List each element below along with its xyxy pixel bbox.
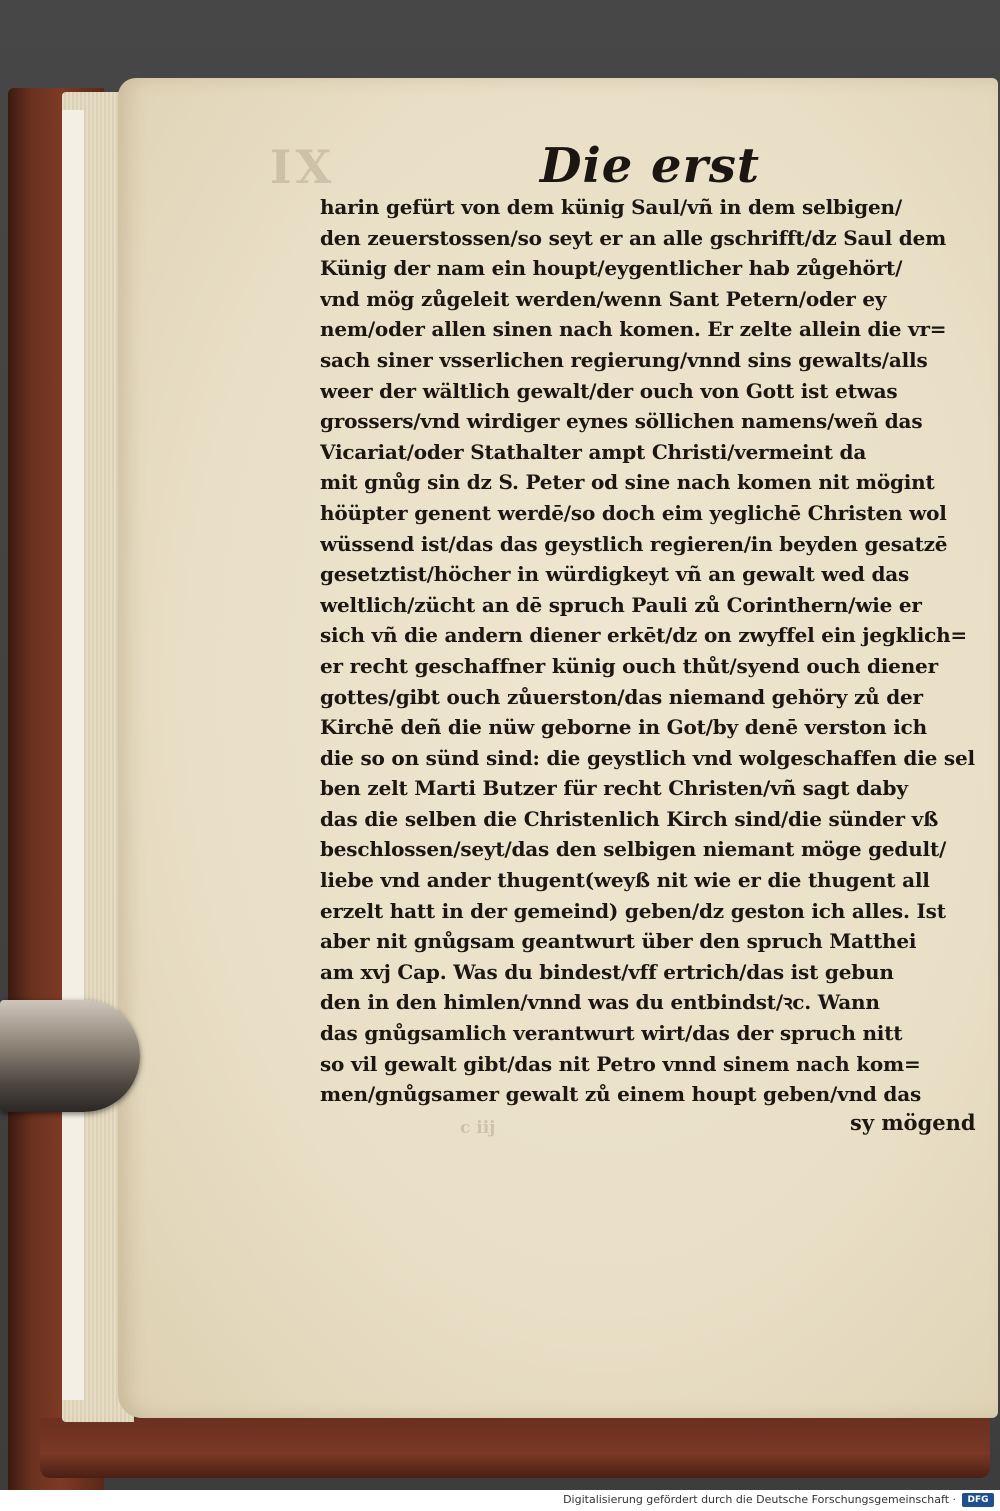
text-line: so vil gewalt gibt/das nit Petro vnnd sinem nach kom=	[320, 1051, 921, 1076]
text-line: am xvj Cap. Was du bindest/vff ertrich/das ist gebun	[320, 959, 894, 984]
text-line: weltlich/zücht an dē spruch Pauli zů Corinthern/wie er	[320, 592, 922, 617]
text-line: nem/oder allen sinen nach komen. Er zelte allein die vr=	[320, 317, 947, 342]
signature-mark: c iij	[460, 1118, 496, 1138]
text-line: Künig der nam ein houpt/eygentlicher hab zůgehört/	[320, 256, 903, 281]
text-line: er recht geschaffner künig ouch thůt/syend ouch diener	[320, 653, 938, 678]
text-line: weer der wältlich gewalt/der ouch von Gott ist etwas	[320, 378, 898, 403]
text-line: sach siner vsserlichen regierung/vnnd sins gewalts/alls	[320, 347, 928, 372]
text-line: Kirchē deñ die nüw geborne in Got/by denē verston ich	[320, 715, 927, 740]
flyleaf-edge	[62, 110, 84, 1400]
funding-notice: Digitalisierung gefördert durch die Deutsche Forschungsgemeinschaft ·	[563, 1493, 956, 1506]
dfg-logo-icon: DFG	[962, 1493, 994, 1507]
text-line: Vicariat/oder Stathalter ampt Christi/vermeint da	[320, 439, 867, 464]
footer-bar	[0, 1490, 1000, 1511]
text-line: das die selben die Christenlich Kirch sind/die sünder vß	[320, 806, 939, 831]
text-line: ben zelt Marti Butzer für recht Christen/vñ sagt daby	[320, 776, 908, 801]
text-line: mit gnůg sin dz S. Peter od sine nach komen nit mögint	[320, 470, 935, 495]
text-line: erzelt hatt in der gemeind) geben/dz geston ich alles. Ist	[320, 898, 946, 923]
text-line: höüpter genent werdē/so doch eim yeglichē Christen wol	[320, 500, 947, 525]
text-line: beschlossen/seyt/das den selbigen niemant möge gedult/	[320, 837, 947, 862]
catchword: sy mögend	[850, 1110, 976, 1135]
text-line: grossers/vnd wirdiger eynes söllichen namens/weñ das	[320, 409, 923, 434]
text-line: men/gnůgsamer gewalt zů einem houpt geben/vnd das	[320, 1082, 922, 1107]
text-line: gesetztist/höcher in würdigkeyt vñ an gewalt wed das	[320, 562, 910, 587]
text-line: vnd mög zůgeleit werden/wenn Sant Petern/oder ey	[320, 286, 887, 311]
text-line: wüssend ist/das das geystlich regieren/in beyden gesatzē	[320, 531, 948, 556]
cover-bottom-edge	[40, 1418, 990, 1478]
text-line: die so on sünd sind: die geystlich vnd wolgeschaffen die sel	[320, 745, 975, 770]
text-line: gottes/gibt ouch zůuerston/das niemand gehöry zů der	[320, 684, 923, 709]
bookmark-tab[interactable]	[0, 1000, 140, 1112]
text-line: den in den himlen/vnnd was du entbindst/ꝛc. Wann	[320, 990, 880, 1015]
page-header	[0, 138, 1000, 194]
text-line: liebe vnd ander thugent(weyß nit wie er die thugent all	[320, 868, 930, 893]
text-line: harin gefürt von dem künig Saul/vñ in dem selbigen/	[320, 195, 902, 219]
bleed-through-signature	[320, 1118, 975, 1138]
bleed-through-heading: IX	[270, 140, 336, 194]
text-line: sich vñ die andern diener erkēt/dz on zwyffel ein jegklich=	[320, 623, 967, 648]
text-line: den zeuerstossen/so seyt er an alle gschrifft/dz Saul dem	[320, 225, 947, 250]
page-title: Die erst	[539, 138, 761, 194]
body-text	[320, 192, 975, 1110]
text-line: das gnůgsamlich verantwurt wirt/das der spruch nitt	[320, 1021, 903, 1046]
text-line: aber nit gnůgsam geantwurt über den spruch Matthei	[320, 929, 917, 954]
